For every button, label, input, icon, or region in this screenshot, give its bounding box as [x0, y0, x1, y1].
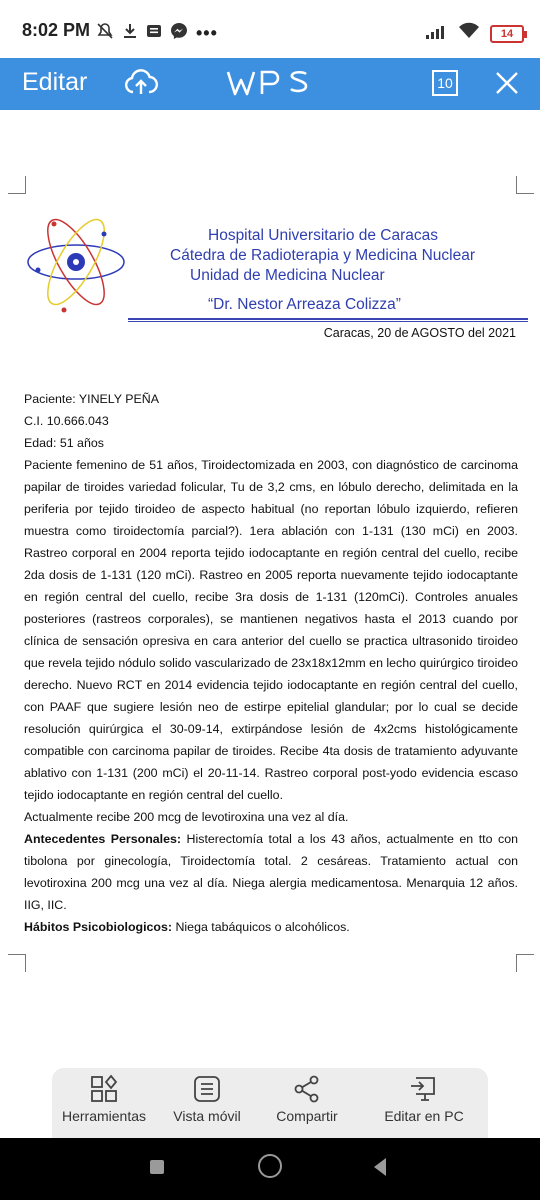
crop-mark-bottom-left	[8, 954, 26, 972]
current-treatment: Actualmente recibe 200 mcg de levotiroxina una vez al día.	[24, 810, 349, 824]
back-button[interactable]	[374, 1158, 386, 1176]
edit-on-pc-label: Editar en PC	[384, 1108, 464, 1124]
cloud-upload-icon[interactable]	[124, 66, 158, 100]
report-body	[24, 388, 518, 938]
status-bar	[0, 0, 540, 58]
share-label: Compartir	[276, 1108, 338, 1124]
patient-age: Edad: 51 años	[24, 436, 104, 450]
system-nav-bar	[0, 1138, 540, 1200]
mobile-view-button[interactable]	[162, 1074, 252, 1124]
header-rule	[128, 318, 528, 322]
more-icon: •••	[196, 23, 218, 43]
tools-label: Herramientas	[61, 1108, 147, 1124]
crop-mark-top-right	[516, 176, 534, 194]
letterhead	[120, 226, 520, 286]
history-paragraph: Paciente femenino de 51 años, Tiroidectomizada en 2003, con diagnóstico de carcinoma papilar de tiroides variedad folicular, Tu de 3,2 cms, en lóbulo derecho, delimitada en la periferia por tejido tiroideo de aspecto habitual (no reportan lóbulo izquierdo, refieren muestra como tiroidectomía parcial?). 1era ablación con 1-131 (130 mCi) en 2003. Rastreo corporal en 2004 reporta tejido iodocaptante en región central del cuello, recibe 2da dosis de 1-131 (120 mCi). Rastreo en 2005 reporta nuevamente tejido iodocaptante en región central del cuello, recibe 3ra dosis de 1-131 (120mCi). Controles anuales posteriores (rastreos corporales), se mantienen negativos hasta el 2013 cuando por clínica de sensación opresiva en cara anterior del cuello se practica ultrasonido tiroideo que revela tejido nódulo solido vascularizado de 23x18x12mm en lecho quirúrgico tiroideo derecho. Nuevo RCT en 2014 evidencia tejido iodocaptante en región central del cuello, con PAAF que sugiere lesión neo de estirpe epitelial glandular; por lo cual se decide resolución quirúrgica el 30-09-14, extirpándose lesión de 4x2cms histológicamente compatible con carcinoma papilar de tiroides. Recibe 4ta dosis de tratamiento adyuvante ablativo con 1-131 (200 mCi) el 20-11-14. Rastreo corporal post-yodo evidencia escaso tejido iodocaptante en región central del cuello.	[24, 458, 518, 802]
crop-mark-bottom-right	[516, 954, 534, 972]
atom-logo	[24, 206, 130, 318]
recent-apps-button[interactable]	[150, 1160, 164, 1174]
patient-name: Paciente: YINELY PEÑA	[24, 392, 159, 406]
letterhead-line1: Hospital Universitario de Caracas	[208, 227, 439, 244]
mobile-view-icon	[192, 1074, 222, 1104]
edit-button[interactable]: Editar	[22, 68, 88, 96]
letterhead-line3: Unidad de Medicina Nuclear	[190, 267, 385, 284]
date-line: Caracas, 20 de AGOSTO del 2021	[323, 326, 516, 340]
share-button[interactable]	[262, 1074, 352, 1124]
wps-logo	[226, 64, 310, 102]
edit-on-pc-icon	[409, 1074, 439, 1104]
document-page[interactable]	[0, 110, 540, 1140]
bottom-tool-panel	[52, 1068, 488, 1138]
mobile-view-label: Vista móvil	[173, 1108, 241, 1124]
habitos-text: Niega tabáquicos o alcohólicos.	[172, 920, 350, 934]
mute-icon	[96, 22, 114, 45]
news-icon	[146, 23, 162, 44]
tools-grid-icon	[89, 1074, 119, 1104]
letterhead-line2: Cátedra de Radioterapia y Medicina Nuclear	[170, 247, 475, 264]
wifi-icon	[458, 22, 480, 45]
patient-ci: C.I. 10.666.043	[24, 414, 109, 428]
battery-icon: 14	[490, 25, 524, 43]
edit-on-pc-button[interactable]	[374, 1074, 474, 1124]
share-icon	[292, 1074, 322, 1104]
page-count-button[interactable]: 10	[432, 70, 458, 96]
habitos-paragraph	[24, 916, 518, 938]
home-button[interactable]	[258, 1154, 282, 1178]
messenger-icon	[170, 22, 188, 45]
app-toolbar	[0, 58, 540, 110]
tools-button[interactable]	[56, 1074, 152, 1124]
download-icon	[122, 22, 138, 45]
habitos-label: Hábitos Psicobiologicos:	[24, 920, 173, 934]
antecedentes-label: Antecedentes Personales:	[24, 832, 182, 846]
doctor-name: “Dr. Nestor Arreaza Colizza”	[208, 296, 401, 313]
antecedentes-paragraph	[24, 828, 518, 916]
antecedentes-text: Histerectomía total a los 43 años, actualmente en tto con tibolona por ginecología, Tiroidectomía total. 2 cesáreas. Tratamiento actual con levotiroxina 200 mcg una vez al día. Niega alergia medicamentosa. Menarquia 12 años. IIG, IIC.	[24, 832, 518, 912]
signal-icon	[426, 23, 448, 44]
status-time: 8:02 PM	[22, 20, 91, 40]
crop-mark-top-left	[8, 176, 26, 194]
close-icon[interactable]	[492, 68, 522, 98]
